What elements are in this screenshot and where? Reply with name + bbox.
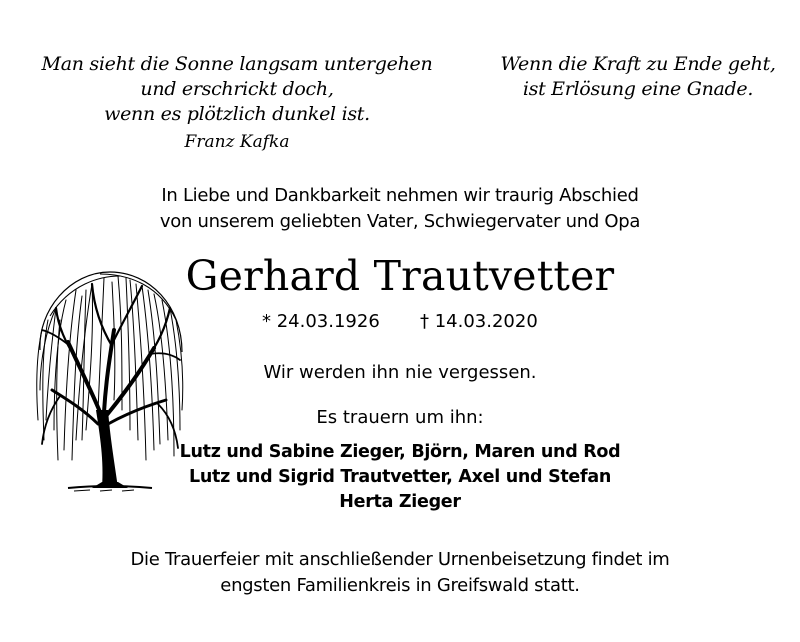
mourner-line: Herta Zieger bbox=[339, 492, 461, 512]
quote-right-line: Wenn die Kraft zu Ende geht, bbox=[500, 53, 776, 75]
intro-line: In Liebe und Dankbarkeit nehmen wir traurig Abschied bbox=[161, 185, 639, 206]
quote-left bbox=[0, 52, 474, 127]
intro-line: von unserem geliebten Vater, Schwiegervater und Opa bbox=[159, 211, 641, 232]
funeral-notice bbox=[0, 547, 800, 599]
mourner-line: Lutz und Sigrid Trautvetter, Axel und Stefan bbox=[189, 467, 611, 487]
quote-left-line: und erschrickt doch, bbox=[140, 78, 334, 100]
funeral-line: Die Trauerfeier mit anschließender Urnenbeisetzung findet im bbox=[130, 549, 670, 570]
death-date: † 14.03.2020 bbox=[420, 311, 538, 332]
mourners-heading: Es trauern um ihn: bbox=[316, 407, 484, 428]
mourner-line: Lutz und Sabine Zieger, Björn, Maren und Rod bbox=[179, 442, 621, 462]
intro-text bbox=[0, 183, 800, 235]
birth-date: * 24.03.1926 bbox=[262, 311, 380, 332]
quote-left-line: Man sieht die Sonne langsam untergehen bbox=[41, 53, 433, 75]
remembrance-text: Wir werden ihn nie vergessen. bbox=[263, 362, 537, 383]
funeral-line: engsten Familienkreis in Greifswald statt. bbox=[220, 575, 580, 596]
quote-right bbox=[488, 52, 788, 102]
quote-author: Franz Kafka bbox=[184, 132, 290, 152]
quote-left-line: wenn es plötzlich dunkel ist. bbox=[104, 103, 370, 125]
weeping-willow-tree-icon bbox=[30, 260, 190, 500]
deceased-name: Gerhard Trautvetter bbox=[185, 252, 615, 300]
quote-right-line: ist Erlösung eine Gnade. bbox=[522, 78, 754, 100]
